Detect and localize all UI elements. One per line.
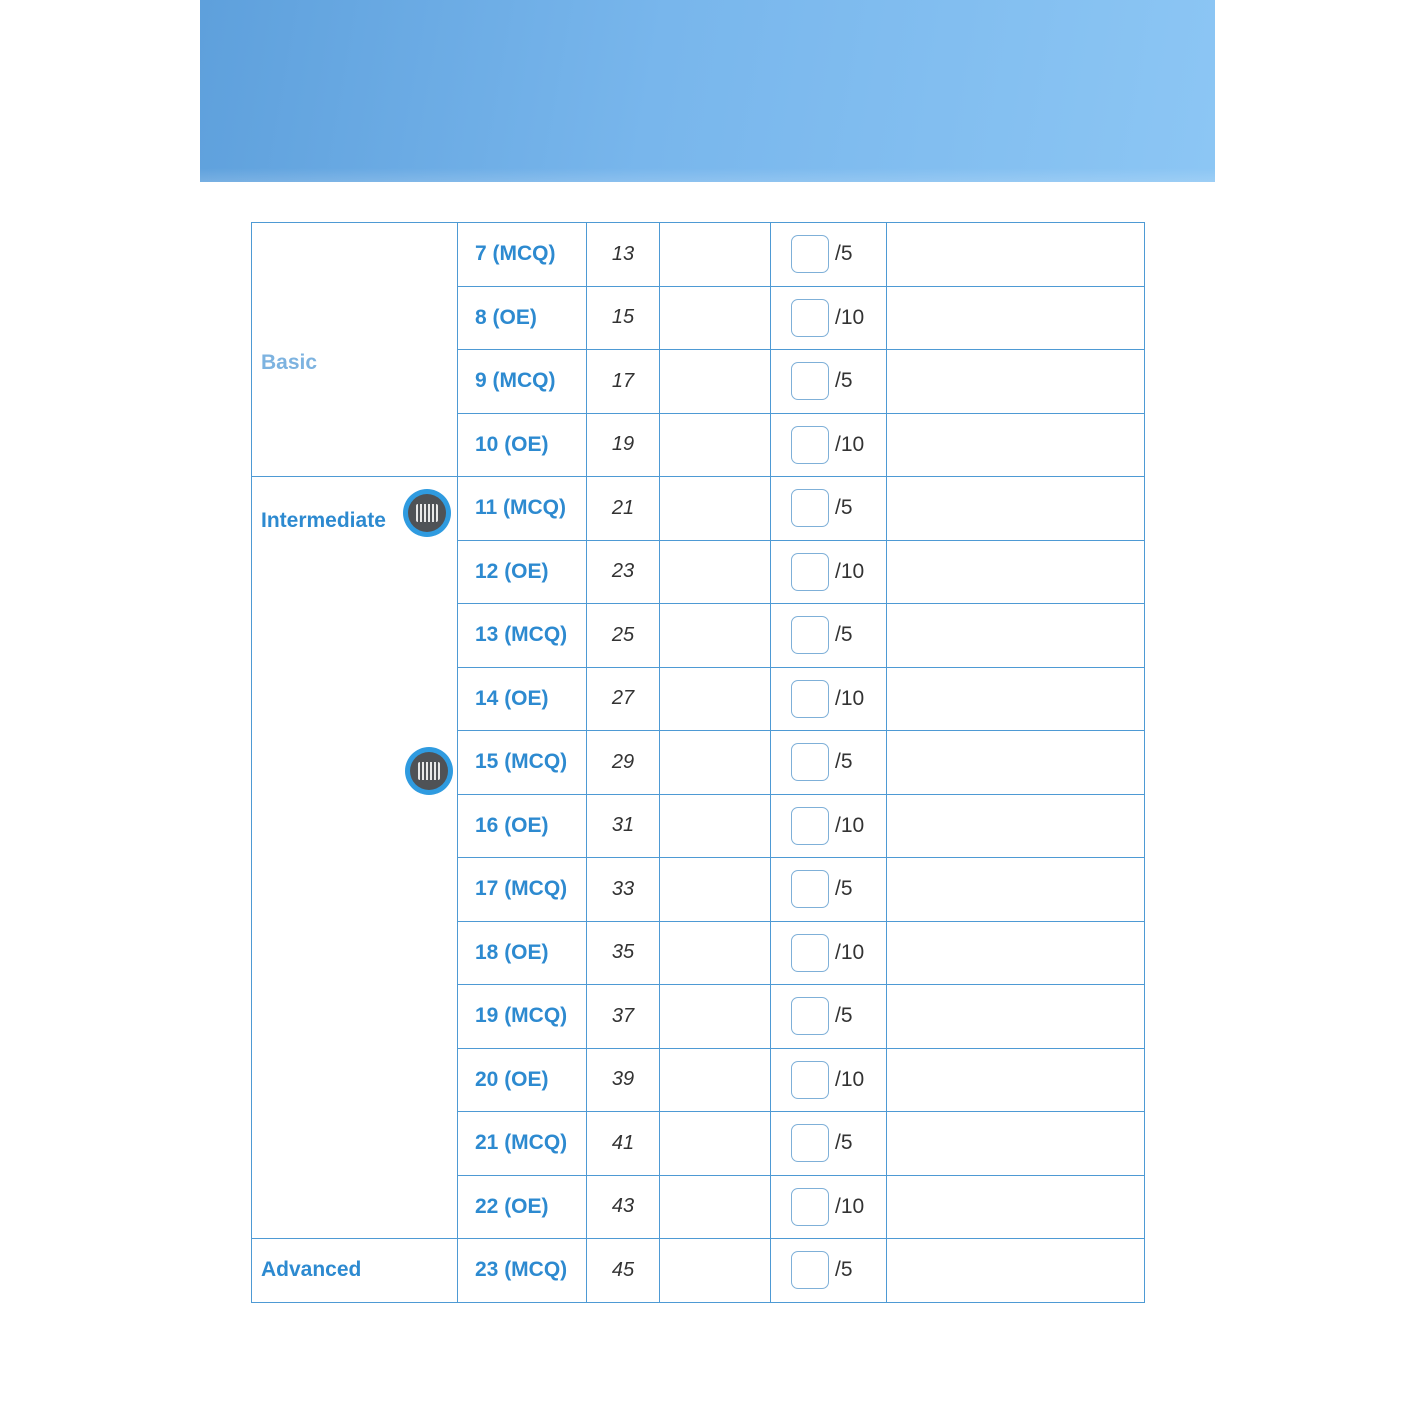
date-cell[interactable] (660, 477, 771, 541)
notes-cell[interactable] (887, 604, 1145, 668)
page-number: 25 (587, 604, 660, 668)
date-cell[interactable] (660, 858, 771, 922)
notes-cell[interactable] (887, 477, 1145, 541)
page-number: 17 (587, 350, 660, 414)
score-max: /5 (835, 1258, 853, 1282)
score-max: /10 (835, 1194, 865, 1218)
notes-cell[interactable] (887, 1112, 1145, 1176)
date-cell[interactable] (660, 540, 771, 604)
date-cell[interactable] (660, 1112, 771, 1176)
score-cell (771, 477, 887, 541)
page-number: 41 (587, 1112, 660, 1176)
score-cell (771, 1239, 887, 1303)
question-cell (458, 921, 587, 985)
score-cell (771, 858, 887, 922)
score-input-box[interactable] (791, 616, 829, 654)
question-cell (458, 1175, 587, 1239)
page-number: 29 (587, 731, 660, 795)
page-number: 19 (587, 413, 660, 477)
question-cell (458, 604, 587, 668)
level-cell-advanced (252, 1239, 458, 1303)
question-cell (458, 223, 587, 287)
score-input-box[interactable] (791, 807, 829, 845)
score-input-box[interactable] (791, 299, 829, 337)
score-cell (771, 350, 887, 414)
notes-cell[interactable] (887, 413, 1145, 477)
score-max: /5 (835, 750, 853, 774)
notes-cell[interactable] (887, 667, 1145, 731)
level-label-intermediate: Intermediate (261, 508, 386, 532)
level-cell-basic (252, 223, 458, 477)
score-cell (771, 223, 887, 287)
score-cell (771, 985, 887, 1049)
level-label-advanced: Advanced (261, 1258, 362, 1282)
score-max: /5 (835, 369, 853, 393)
date-cell[interactable] (660, 413, 771, 477)
question-label: 20 (OE) (475, 1067, 549, 1091)
level-label-basic: Basic (261, 350, 318, 374)
page-number: 15 (587, 286, 660, 350)
score-max: /10 (835, 1067, 865, 1091)
score-cell (771, 1175, 887, 1239)
score-cell (771, 1048, 887, 1112)
date-cell[interactable] (660, 1048, 771, 1112)
date-cell[interactable] (660, 1175, 771, 1239)
date-cell[interactable] (660, 667, 771, 731)
date-cell[interactable] (660, 794, 771, 858)
table-row (252, 1239, 1145, 1303)
date-cell[interactable] (660, 731, 771, 795)
page-number: 33 (587, 858, 660, 922)
question-cell (458, 413, 587, 477)
question-cell (458, 667, 587, 731)
score-cell (771, 731, 887, 795)
score-max: /5 (835, 1004, 853, 1028)
score-input-box[interactable] (791, 997, 829, 1035)
notes-cell[interactable] (887, 540, 1145, 604)
audio-cd-icon (403, 489, 451, 537)
header-band (200, 0, 1215, 182)
question-cell (458, 350, 587, 414)
date-cell[interactable] (660, 350, 771, 414)
score-cell (771, 413, 887, 477)
question-label: 7 (MCQ) (475, 242, 556, 266)
score-max: /10 (835, 686, 865, 710)
score-input-box[interactable] (791, 362, 829, 400)
notes-cell[interactable] (887, 985, 1145, 1049)
question-label: 8 (OE) (475, 305, 537, 329)
score-input-box[interactable] (791, 426, 829, 464)
date-cell[interactable] (660, 286, 771, 350)
question-cell (458, 477, 587, 541)
score-input-box[interactable] (791, 553, 829, 591)
score-max: /5 (835, 242, 853, 266)
table-row (252, 223, 1145, 287)
page-number: 35 (587, 921, 660, 985)
question-label: 11 (MCQ) (475, 496, 567, 520)
question-cell (458, 858, 587, 922)
score-max: /5 (835, 496, 853, 520)
notes-cell[interactable] (887, 223, 1145, 287)
question-label: 9 (MCQ) (475, 369, 556, 393)
audio-cd-icon (405, 747, 453, 795)
score-max: /10 (835, 559, 865, 583)
score-input-box[interactable] (791, 235, 829, 273)
score-cell (771, 1112, 887, 1176)
score-cell (771, 667, 887, 731)
notes-cell[interactable] (887, 794, 1145, 858)
score-input-box[interactable] (791, 870, 829, 908)
notes-cell[interactable] (887, 1239, 1145, 1303)
question-cell (458, 794, 587, 858)
question-cell (458, 985, 587, 1049)
score-input-box[interactable] (791, 934, 829, 972)
page-number: 37 (587, 985, 660, 1049)
score-max: /5 (835, 877, 853, 901)
notes-cell[interactable] (887, 1175, 1145, 1239)
date-cell[interactable] (660, 921, 771, 985)
notes-cell[interactable] (887, 1048, 1145, 1112)
question-label: 12 (OE) (475, 559, 549, 583)
question-label: 18 (OE) (475, 940, 549, 964)
question-cell (458, 540, 587, 604)
question-label: 16 (OE) (475, 813, 549, 837)
date-cell[interactable] (660, 223, 771, 287)
score-input-box[interactable] (791, 489, 829, 527)
page-number: 23 (587, 540, 660, 604)
notes-cell[interactable] (887, 731, 1145, 795)
question-label: 17 (MCQ) (475, 877, 568, 901)
score-input-box[interactable] (791, 1061, 829, 1099)
date-cell[interactable] (660, 985, 771, 1049)
question-label: 22 (OE) (475, 1194, 549, 1218)
question-label: 15 (MCQ) (475, 750, 568, 774)
score-max: /10 (835, 940, 865, 964)
date-cell[interactable] (660, 1239, 771, 1303)
score-max: /5 (835, 623, 853, 647)
score-max: /10 (835, 813, 865, 837)
progress-table (251, 222, 1145, 1303)
score-cell (771, 794, 887, 858)
score-input-box[interactable] (791, 1251, 829, 1289)
page-number: 43 (587, 1175, 660, 1239)
progress-table-wrap (251, 222, 1144, 1303)
table-row (252, 477, 1145, 541)
score-input-box[interactable] (791, 1124, 829, 1162)
question-cell (458, 1112, 587, 1176)
page-number: 39 (587, 1048, 660, 1112)
score-max: /10 (835, 432, 865, 456)
question-label: 19 (MCQ) (475, 1004, 568, 1028)
level-cell-intermediate (252, 477, 458, 1239)
notes-cell[interactable] (887, 286, 1145, 350)
score-input-box[interactable] (791, 1188, 829, 1226)
question-label: 14 (OE) (475, 686, 549, 710)
question-label: 10 (OE) (475, 432, 549, 456)
score-input-box[interactable] (791, 743, 829, 781)
page-number: 21 (587, 477, 660, 541)
notes-cell[interactable] (887, 350, 1145, 414)
workbook-page (200, 0, 1215, 1416)
notes-cell[interactable] (887, 921, 1145, 985)
question-cell (458, 1048, 587, 1112)
question-cell (458, 1239, 587, 1303)
page-number: 27 (587, 667, 660, 731)
page-number: 13 (587, 223, 660, 287)
notes-cell[interactable] (887, 858, 1145, 922)
score-max: /10 (835, 305, 865, 329)
question-cell (458, 731, 587, 795)
score-cell (771, 286, 887, 350)
score-cell (771, 540, 887, 604)
page-number: 31 (587, 794, 660, 858)
page-number: 45 (587, 1239, 660, 1303)
question-label: 21 (MCQ) (475, 1131, 568, 1155)
question-cell (458, 286, 587, 350)
score-cell (771, 921, 887, 985)
score-max: /5 (835, 1131, 853, 1155)
question-label: 13 (MCQ) (475, 623, 568, 647)
score-input-box[interactable] (791, 680, 829, 718)
question-label: 23 (MCQ) (475, 1258, 568, 1282)
score-cell (771, 604, 887, 668)
date-cell[interactable] (660, 604, 771, 668)
